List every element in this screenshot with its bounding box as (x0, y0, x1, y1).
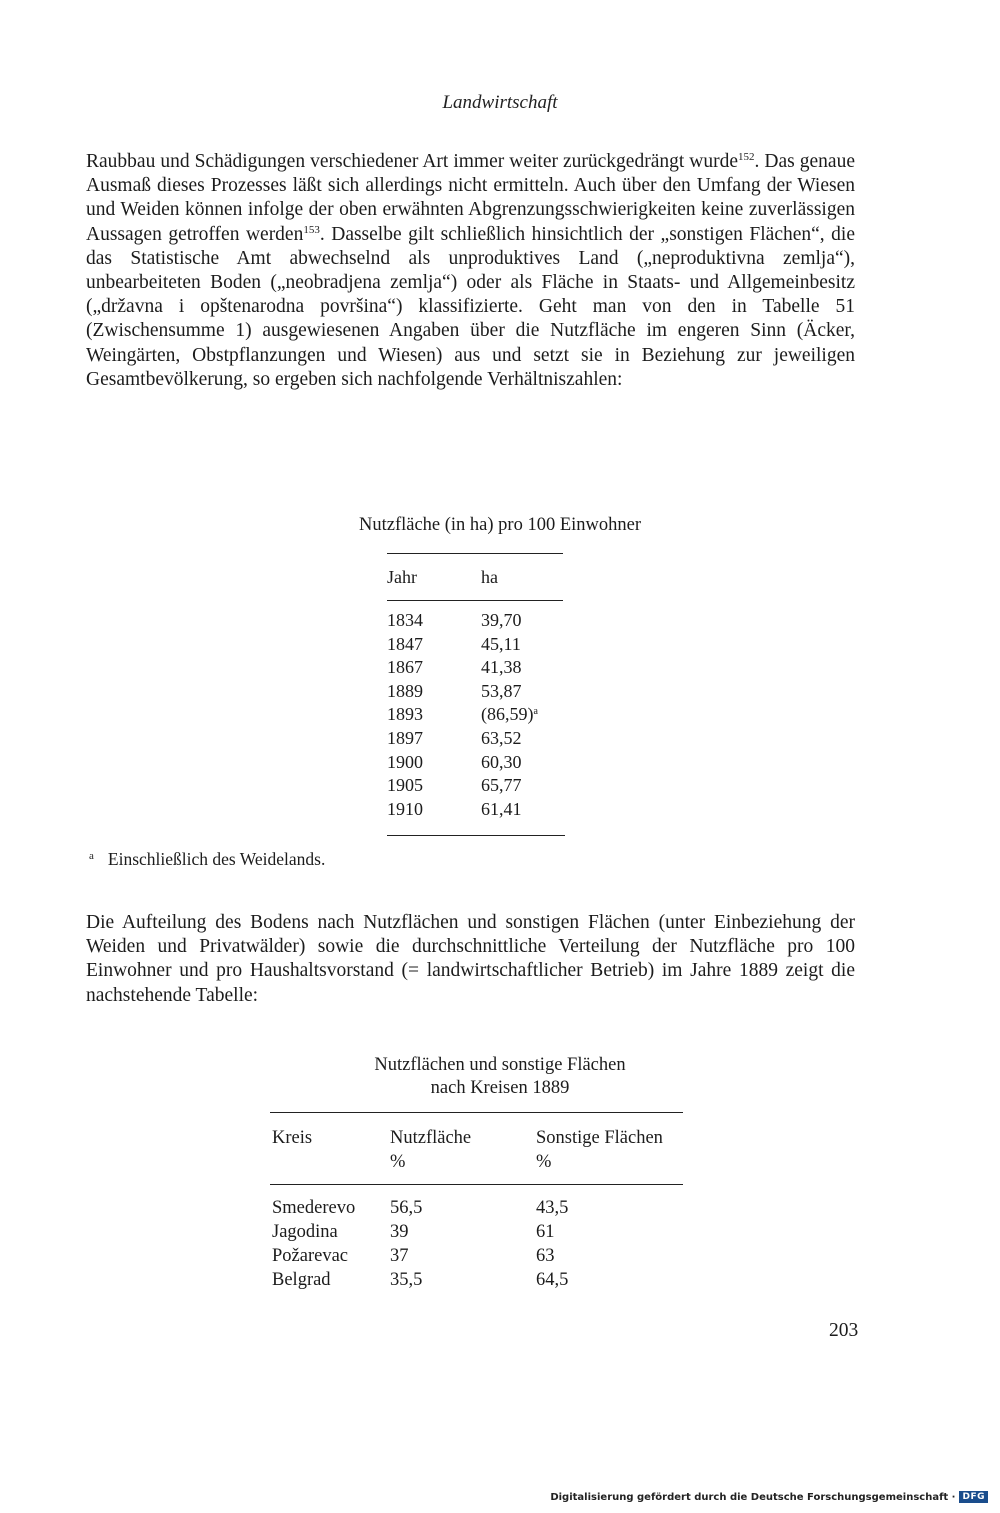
table-row (272, 1220, 686, 1244)
cell-year: 1889 (387, 680, 423, 701)
cell-ha-value: 41,38 (481, 657, 522, 678)
table-2-title-line-1: Nutzflächen und sonstige Flächen (374, 1055, 626, 1075)
column-header-nutzflaeche (390, 1126, 536, 1176)
cell-kreis: Jagodina (272, 1222, 338, 1242)
cell-year: 1905 (387, 775, 423, 796)
cell-ha (481, 727, 571, 751)
table-row (387, 751, 571, 775)
running-head: Landwirtschaft (442, 92, 558, 113)
table-row (387, 727, 571, 751)
cell-year: 1900 (387, 751, 423, 772)
cell-ha-value: 60,30 (481, 751, 522, 772)
cell-ha (481, 774, 571, 798)
footnote-ref-152[interactable]: 152 (738, 151, 755, 163)
table-1 (387, 564, 571, 821)
table-row (387, 703, 571, 727)
table-row (272, 1244, 686, 1268)
table-1-title: Nutzfläche (in ha) pro 100 Einwohner (358, 515, 642, 535)
cell-ha-value: 61,41 (481, 798, 522, 819)
table-1-footnote (89, 849, 325, 870)
cell-ha (481, 680, 571, 704)
cell-ha (481, 656, 571, 680)
column-header-kreis: Kreis (272, 1128, 313, 1148)
cell-kreis: Belgrad (272, 1270, 331, 1290)
body-paragraph-1 (86, 150, 855, 392)
table-row (272, 1268, 686, 1292)
cell-year: 1847 (387, 633, 423, 654)
table-row (387, 774, 571, 798)
cell-sonstige-flaechen: 61 (536, 1222, 555, 1242)
cell-year: 1867 (387, 657, 423, 678)
page-number: 203 (829, 1320, 859, 1341)
footnote-ref-153[interactable]: 153 (303, 223, 320, 236)
table-1-bottom-rule (387, 835, 565, 836)
cell-kreis: Požarevac (272, 1246, 349, 1266)
column-header-jahr: Jahr (387, 566, 417, 587)
sonstige-flaechen-unit: % (536, 1152, 552, 1172)
cell-ha-value: 53,87 (481, 680, 522, 701)
nutzflaeche-unit: % (390, 1152, 406, 1172)
cell-ha (481, 751, 571, 775)
table-row (387, 656, 571, 680)
paragraph-1-text-a: Raubbau und Schädigungen verschiedener Art immer weiter zurückgedrängt wurde (86, 151, 739, 172)
column-header-sonstige-flaechen (536, 1126, 686, 1176)
table-row (272, 1196, 686, 1220)
table-1-top-rule (387, 553, 563, 554)
cell-ha-value: 65,77 (481, 775, 522, 796)
cell-ha-value: 45,11 (481, 633, 521, 654)
cell-ha-value: 39,70 (481, 610, 522, 630)
table-2-title-line-2: nach Kreisen 1889 (430, 1078, 570, 1098)
table-1-header-row (387, 564, 571, 590)
cell-sonstige-flaechen: 43,5 (536, 1198, 569, 1218)
cell-ha (481, 703, 571, 727)
sonstige-flaechen-label: Sonstige Flächen (536, 1128, 663, 1148)
cell-ha (481, 633, 571, 657)
cell-nutzflaeche: 39 (390, 1222, 409, 1242)
cell-ha-value: 63,52 (481, 727, 522, 748)
dfg-footer (550, 1491, 988, 1503)
nutzflaeche-label: Nutzfläche (390, 1128, 472, 1148)
cell-year: 1834 (387, 610, 423, 630)
cell-nutzflaeche: 37 (390, 1246, 409, 1266)
cell-sonstige-flaechen: 63 (536, 1246, 555, 1266)
cell-nutzflaeche: 56,5 (390, 1198, 423, 1218)
cell-year: 1897 (387, 727, 423, 748)
table-row (387, 633, 571, 657)
cell-ha (481, 798, 571, 822)
body-paragraph-2: Die Aufteilung des Bodens nach Nutzflächen und sonstigen Flächen (unter Einbeziehung der Weiden und Privatwälder) sowie die durchschnittliche Verteilung der Nutzfläche pro 100 Einwohner und pro Haushaltsvorstand (= landwirtschaftlicher Betrieb) im Jahre 1889 zeigt die nachstehende Tabelle: (86, 912, 855, 1006)
table-row (387, 680, 571, 704)
dfg-footer-text: Digitalisierung gefördert durch die Deutsche Forschungsgemeinschaft · (550, 1491, 956, 1503)
dfg-logo-icon: DFG (959, 1491, 988, 1503)
cell-sonstige-flaechen: 64,5 (536, 1270, 569, 1290)
paragraph-1-text-c: . Dasselbe gilt schließlich hinsichtlich der „sonstigen Flächen“, die das Statistische Amt abwechselnd als unproduktives Land („neproduktivna zemlja“), unbearbeiteten Boden („neobradjena zemlja“) oder als Fläche in Staats- und Allgemeinbesitz („državna i opštenarodna površina“) klassifizierte. Geht man von den in Tabelle 51 (Zwischensumme 1) ausgewiesenen Angaben über die Nutzfläche im engeren Sinn (Äcker, Weingärten, Obstpflanzungen und Wiesen) aus und setzt sie in Beziehung zur jeweiligen Gesamtbevölkerung, so ergeben sich nachfolgende Verhältniszahlen: (86, 223, 855, 390)
cell-year: 1910 (387, 798, 423, 819)
paragraph-1-text-b: . Das genaue Ausmaß dieses Prozesses läßt sich allerdings nicht ermitteln. Auch über den Umfang der Wiesen und Weiden können infolge der oben erwähnten Abgrenzungsschwierigkeiten keine zuverlässigen Aussagen getroffen werden (86, 151, 855, 245)
table-2-title (0, 1054, 1000, 1100)
table-row (387, 609, 571, 633)
table-2-top-rule (270, 1112, 683, 1113)
cell-kreis: Smederevo (272, 1198, 356, 1218)
footnote-text: Einschließlich des Weidelands. (107, 849, 326, 869)
column-header-ha: ha (481, 566, 498, 587)
footnote-ref-a: a (533, 706, 538, 718)
table-2 (272, 1126, 686, 1292)
cell-ha (481, 609, 571, 633)
cell-year: 1893 (387, 704, 423, 725)
cell-ha-value: (86,59) (481, 704, 534, 725)
footnote-mark: a (89, 850, 94, 862)
table-2-header-row (272, 1126, 686, 1176)
cell-nutzflaeche: 35,5 (390, 1270, 423, 1290)
table-row (387, 798, 571, 822)
